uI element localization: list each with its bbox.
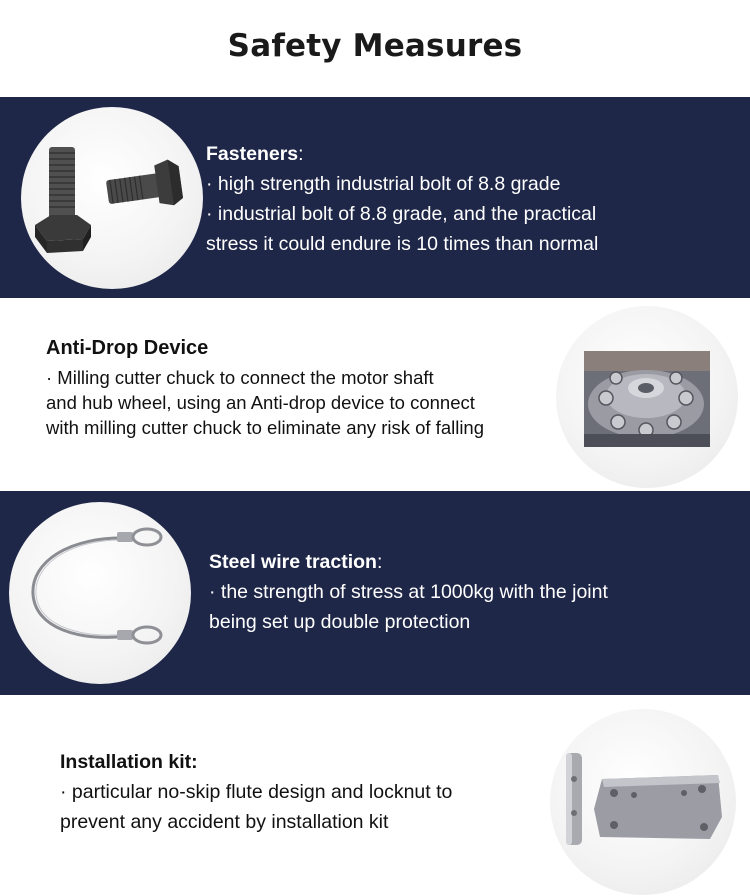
bolts-image [21,107,203,289]
steel-wire-section [0,491,750,695]
section-heading: Fasteners: [206,143,304,165]
anti-drop-text [46,336,484,440]
wire-rope-image [9,502,191,684]
section-heading: Steel wire traction: [209,551,383,573]
steel-wire-text [209,547,608,637]
section-line: · particular no-skip flute design and locknut to [60,781,453,803]
anti-drop-section [0,298,750,491]
section-line: · industrial bolt of 8.8 grade, and the practical [206,203,597,225]
section-line: · the strength of stress at 1000kg with the joint [209,581,608,603]
installation-kit-image [550,709,736,895]
section-line: · high strength industrial bolt of 8.8 grade [206,173,561,195]
section-line: stress it could endure is 10 times than normal [206,233,599,255]
chuck-image [556,306,738,488]
section-line: prevent any accident by installation kit [60,811,389,833]
section-heading: Anti-Drop Device [46,337,209,359]
installation-kit-section [0,695,750,896]
section-line: · Milling cutter chuck to connect the motor shaft [46,367,434,388]
section-line: and hub wheel, using an Anti-drop device to connect [46,392,475,413]
installation-kit-text [60,747,452,837]
section-line: being set up double protection [209,611,471,633]
page-title: Safety Measures [227,28,523,64]
fasteners-section [0,97,750,298]
section-heading: Installation kit: [60,751,198,773]
fasteners-text [206,139,598,259]
section-line: with milling cutter chuck to eliminate any risk of falling [46,417,485,438]
